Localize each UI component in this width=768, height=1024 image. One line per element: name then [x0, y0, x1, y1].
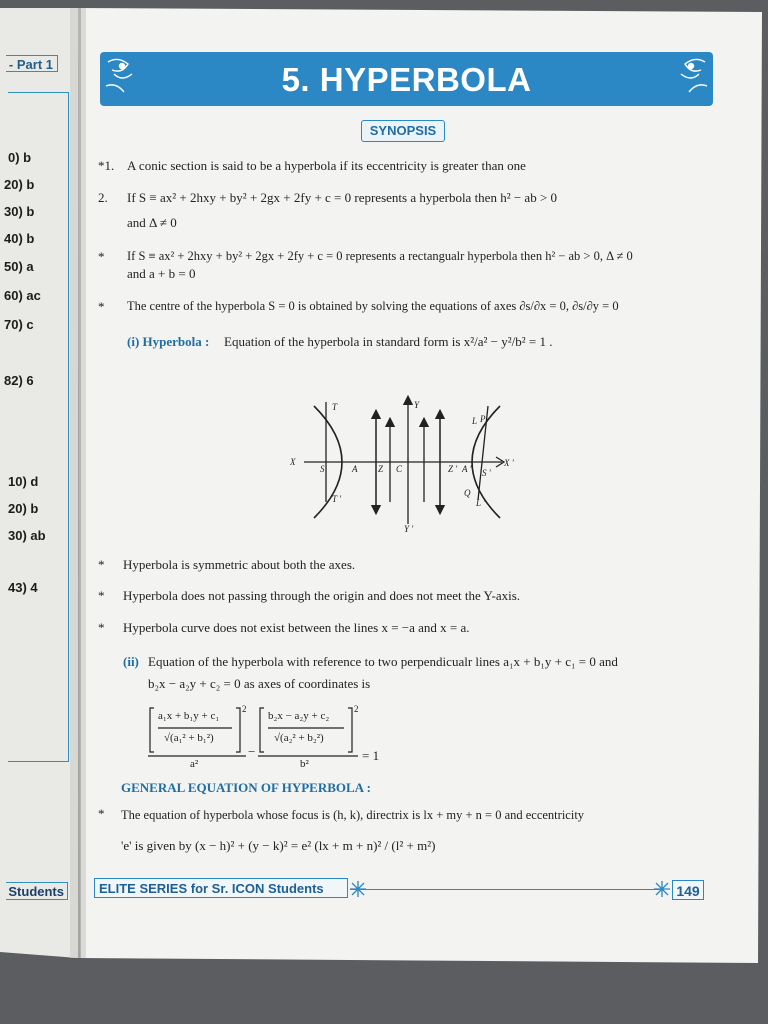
subsection-text: Equation of the hyperbola in standard form is x²/a² − y²/b² = 1 . — [224, 334, 553, 349]
formula-numerator-1: a₁x + b₁y + c₁ — [158, 710, 220, 722]
label-P: P — [480, 414, 486, 424]
formula-denominator-2: b² — [300, 758, 309, 770]
left-answer: 20) b — [4, 177, 35, 192]
left-answer: 50) a — [4, 259, 34, 274]
label-Lp: L ' — [476, 498, 486, 508]
svg-text:2: 2 — [242, 704, 247, 714]
label-Q: Q — [464, 488, 471, 498]
left-answer: 70) c — [4, 317, 34, 332]
item-text-continued: and Δ ≠ 0 — [127, 215, 177, 230]
left-answer: 20) b — [8, 501, 39, 516]
left-answer: 82) 6 — [4, 373, 34, 388]
formula-denominator-1: a² — [190, 758, 199, 770]
subsection-label: (ii) — [123, 654, 139, 669]
footer-rule — [350, 889, 660, 890]
general-text: The equation of hyperbola whose focus is (h, k), directrix is lx + my + n = 0 and eccentricity — [121, 808, 585, 822]
label-Yp: Y ' — [404, 524, 414, 534]
subsection-text-continued: b₂x − a₂y + c₂ = 0 as axes of coordinates is — [148, 676, 371, 691]
subsection-text: Equation of the hyperbola with reference to two perpendicualr lines a₁x + b₁y + c₁ = 0 and — [148, 654, 618, 669]
bullet-text: Hyperbola is symmetric about both the axes. — [123, 557, 356, 572]
left-answer: 40) b — [4, 231, 35, 246]
label-L: L — [472, 416, 478, 426]
label-C: C — [396, 464, 403, 474]
item-text: If S ≡ ax² + 2hxy + by² + 2gx + 2fy + c = 0 represents a rectangualr hyperbola then h² − ab > 0, Δ ≠ 0 — [127, 249, 633, 263]
label-S: S — [320, 464, 325, 474]
formula-radical-1: √(a₁² + b₁²) — [164, 732, 214, 744]
label-Z: Z — [378, 464, 384, 474]
label-Tp: T ' — [332, 494, 342, 504]
label-X: X — [290, 457, 296, 467]
item-text: A conic section is said to be a hyperbola if its eccentricity is greater than one — [127, 158, 526, 173]
label-Zp: Z ' — [448, 464, 458, 474]
standard-form-formula — [148, 704, 388, 774]
item-marker: *1. — [98, 158, 115, 173]
page-title: 5. HYPERBOLA — [281, 61, 532, 98]
synopsis-label: SYNOPSIS — [361, 120, 445, 142]
left-answer: 30) ab — [8, 528, 46, 543]
left-answer: 60) ac — [4, 288, 41, 303]
item-marker: 2. — [98, 190, 108, 205]
formula-minus: − — [248, 744, 256, 759]
left-page-part-label: - Part 1 — [6, 55, 58, 72]
label-T: T — [332, 402, 338, 412]
formula-numerator-2: b₂x − a₂y + c₂ — [268, 710, 330, 722]
label-Ap: A ' — [462, 464, 472, 474]
label-Y: Y — [414, 400, 420, 410]
left-page-frame — [8, 92, 69, 762]
bullet-marker: * — [98, 620, 105, 635]
hyperbola-diagram — [290, 392, 520, 537]
subsection-label: (i) Hyperbola : — [127, 334, 210, 349]
ornament-icon — [652, 880, 672, 898]
bullet-marker: * — [98, 588, 105, 603]
label-Xp: X ' — [504, 458, 514, 468]
ornament-icon — [348, 880, 368, 898]
left-answer: 30) b — [4, 204, 35, 219]
item-marker: * — [98, 299, 105, 314]
svg-text:2: 2 — [354, 704, 359, 714]
bullet-text: Hyperbola curve does not exist between the lines x = −a and x = a. — [123, 620, 470, 635]
left-answer: 0) b — [8, 150, 32, 165]
item-text: The centre of the hyperbola S = 0 is obtained by solving the equations of axes ∂s/∂x = 0, ∂s/∂y = 0 — [127, 299, 619, 313]
bullet-marker: * — [98, 557, 105, 572]
formula-radical-2: √(a₂² + b₂²) — [274, 732, 324, 744]
section-heading: GENERAL EQUATION OF HYPERBOLA : — [121, 780, 371, 795]
bullet-text: Hyperbola does not passing through the origin and does not meet the Y-axis. — [123, 588, 521, 603]
page-number: 149 — [672, 880, 704, 900]
label-A: A — [352, 464, 358, 474]
item-marker: * — [98, 806, 105, 821]
item-text-continued: and a + b = 0 — [127, 266, 196, 281]
item-text: If S ≡ ax² + 2hxy + by² + 2gx + 2fy + c = 0 represents a hyperbola then h² − ab > 0 — [127, 190, 558, 205]
left-answer: 43) 4 — [8, 580, 38, 595]
series-footer: ELITE SERIES for Sr. ICON Students — [94, 878, 348, 898]
left-answer: 10) d — [8, 474, 39, 489]
left-page-students-label: Students — [6, 882, 68, 900]
item-marker: * — [98, 249, 105, 264]
formula-rhs: = 1 — [362, 748, 380, 763]
label-Sp: S ' — [482, 468, 491, 478]
general-text-continued: 'e' is given by (x − h)² + (y − k)² = e² (lx + m + n)² / (l² + m²) — [121, 838, 436, 853]
